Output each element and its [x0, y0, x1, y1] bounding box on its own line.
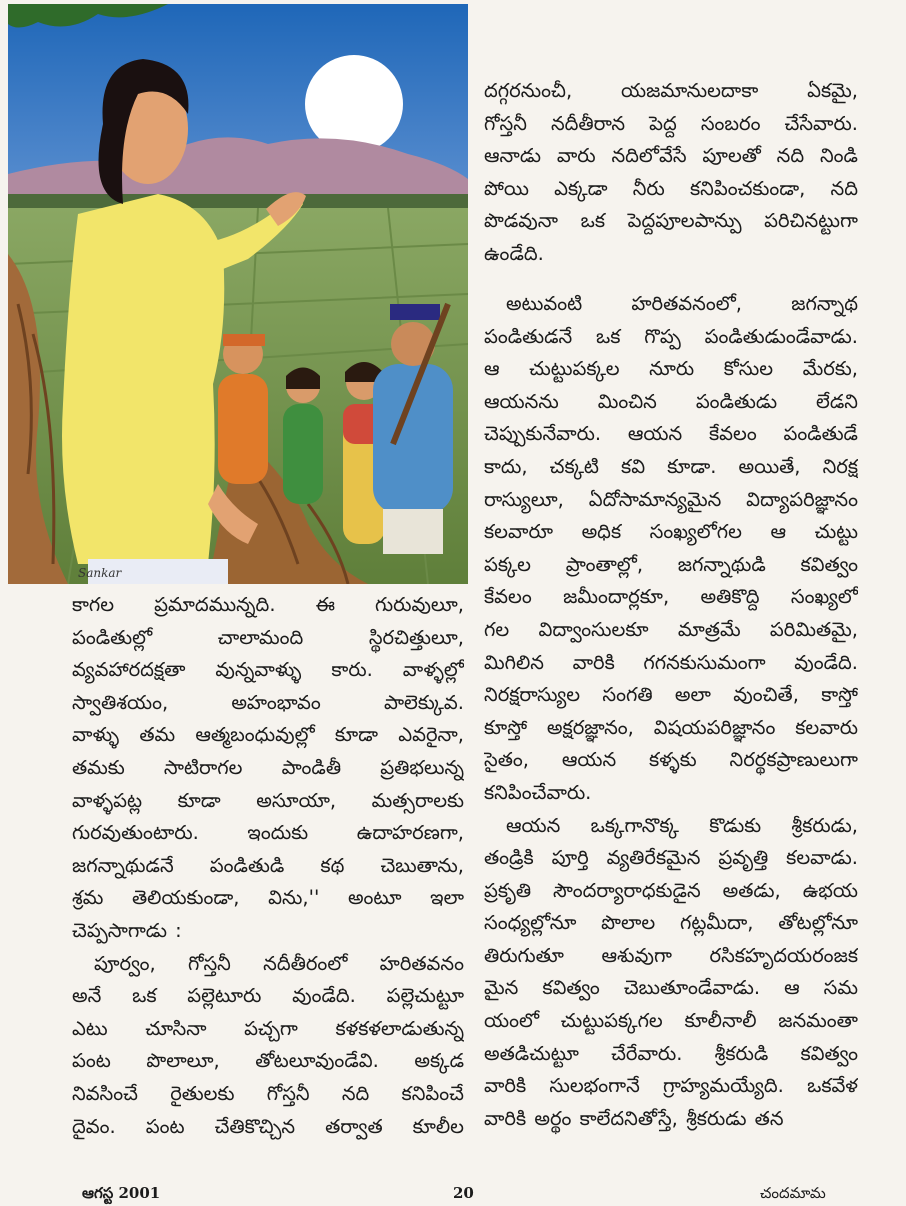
text-line: తమకు సాటిరాగల పాండితీ ప్రతిభలున్న — [72, 755, 464, 779]
illustration-scene — [8, 4, 468, 584]
text-line: కనిపించేవారు. — [484, 780, 592, 804]
text-line: సైతం, ఆయన కళ్ళకు నిరర్థకప్రాణులుగా — [484, 748, 858, 772]
text-line: చెప్పుకునేవారు. ఆయన కేవలం పండితుడే — [484, 422, 858, 446]
story-illustration — [8, 4, 468, 584]
artist-signature: Sankar — [78, 566, 122, 580]
text-line: తండ్రికి పూర్తి వ్యతిరేకమైన ప్రవృత్తి కలవాడు. — [484, 846, 858, 870]
text-line: ఉండేది. — [484, 241, 544, 265]
text-line: వాళ్ళపట్ల కూడా అసూయా, మత్సరాలకు — [72, 788, 464, 812]
text-line: ఆనాడు వారు నదిలోవేసే పూలతో నది నిండి — [484, 144, 858, 168]
left-column — [72, 589, 464, 1143]
text-line: వ్యవహారదక్షతా వున్నవాళ్ళు కారు. వాళ్ళల్లో — [72, 658, 464, 682]
page-number: 20 — [453, 1184, 474, 1202]
text-line: నివసించే రైతులకు గోస్తనీ నది కనిపించే — [72, 1081, 464, 1105]
text-line: పక్కల ప్రాంతాల్లో, జగన్నాథుడి కవిత్వం — [484, 552, 858, 576]
text-line: మిగిలిన వారికి గగనకుసుమంగా వుండేది. — [484, 650, 858, 674]
text-line: ప్రకృతి సౌందర్యారాధకుడైన అతడు, ఉభయ — [484, 878, 858, 902]
text-line: కలవారూ అధిక సంఖ్యలోగల ఆ చుట్టు — [484, 520, 858, 544]
issue-date: ఆగస్ట 2001 — [82, 1184, 161, 1202]
text-line: దగ్గరనుంచీ, యజమానులదాకా ఏకమై, — [484, 79, 858, 102]
text-line: రాస్యులూ, ఏదోసామాన్యమైన విద్యాపరిజ్ఞానం — [484, 487, 858, 511]
text-line: పండితుడనే ఒక గొప్ప పండితుడుండేవాడు. — [484, 324, 858, 348]
text-line: ఆయన ఒక్కగానొక్క కొడుకు శ్రీకరుడు, — [506, 813, 858, 837]
text-line: వారికి అర్థం కాలేదనితోస్తే, శ్రీకరుడు తన — [484, 1106, 784, 1130]
text-line: నిరక్షరాస్యుల సంగతి అలా వుంచితే, కాస్తో — [484, 683, 858, 707]
distant-trees — [8, 194, 468, 208]
text-line: తిరుగుతూ ఆశువుగా రసికహృదయరంజక — [484, 943, 858, 967]
right-column — [484, 288, 858, 1135]
text-line: గల విద్వాంసులకూ మాత్రమే పరిమితమై, — [484, 617, 858, 641]
text-line: ఆయనను మించిన పండితుడు లేడని — [484, 389, 858, 413]
page-footer — [0, 1184, 906, 1205]
text-line: స్వాతిశయం, అహంభావం పాలెక్కువ. — [72, 690, 464, 714]
text-line: సంధ్యల్లోనూ పొలాల గట్లమీదా, తోటల్లోనూ — [484, 911, 858, 935]
text-line: అనే ఒక పల్లెటూరు వుండేది. పల్లెచుట్టూ — [72, 984, 464, 1008]
text-line: జగన్నాథుడనే పండితుడి కథ చెబుతాను, — [72, 853, 464, 877]
text-line: మైన కవిత్వం చెబుతూండేవాడు. ఆ సమ — [484, 976, 858, 1000]
text-line: పొడవునా ఒక పెద్దపూలపాన్పు పరిచినట్టుగా — [484, 209, 858, 233]
text-line: ఎటు చూసినా పచ్చగా కళకళలాడుతున్న — [72, 1016, 464, 1040]
text-line: పంట పొలాలూ, తోటలూవుండేవి. అక్కడ — [72, 1049, 464, 1073]
text-line: పండితుల్లో చాలామంది స్థిరచిత్తులూ, — [72, 625, 464, 649]
right-column-top — [484, 75, 858, 271]
text-line: గురవుతుంటారు. ఇందుకు ఉదాహరణగా, — [72, 821, 464, 845]
text-line: శ్రమ తెలియకుండా, విను,'' అంటూ ఇలా — [72, 886, 464, 910]
text-line: కూస్తో అక్షరజ్ఞానం, విషయపరిజ్ఞానం కలవారు — [484, 715, 858, 739]
text-line: పూర్వం, గోస్తనీ నదీతీరంలో హరితవనం — [94, 951, 464, 975]
text-line: వారికి సులభంగానే గ్రాహ్యమయ్యేది. ఒకవేళ — [484, 1074, 858, 1098]
magazine-name: చందమామ — [760, 1184, 826, 1202]
text-line: యంలో చుట్టుపక్కగల కూలీనాలీ జనమంతా — [484, 1009, 858, 1033]
text-line: వాళ్ళు తమ ఆత్మబంధువుల్లో కూడా ఎవరైనా, — [72, 723, 464, 747]
text-line: దైవం. పంట చేతికొచ్చిన తర్వాత కూలీల — [72, 1114, 464, 1138]
text-line: కాదు, చక్కటి కవి కూడా. అయితే, నిరక్ష — [484, 454, 858, 478]
text-line: చెప్పసాగాడు : — [72, 918, 182, 942]
moon — [305, 55, 403, 153]
text-line: కాగల ప్రమాదమున్నది. ఈ గురువులూ, — [72, 593, 464, 616]
text-line: కేవలం జమీందార్లకూ, అతికొద్ది సంఖ్యలో — [484, 585, 858, 609]
text-line: ఆ చుట్టుపక్కల నూరు కోసుల మేరకు, — [484, 357, 858, 381]
text-line: అటువంటి హరితవనంలో, జగన్నాథ — [506, 292, 858, 315]
text-line: అతడిచుట్టూ చేరేవారు. శ్రీకరుడి కవిత్వం — [484, 1041, 858, 1065]
text-line: పోయి ఎక్కడా నీరు కనిపించకుండా, నది — [484, 176, 858, 200]
text-line: గోస్తనీ నదీతీరాన పెద్ద సంబరం చేసేవారు. — [484, 111, 858, 135]
